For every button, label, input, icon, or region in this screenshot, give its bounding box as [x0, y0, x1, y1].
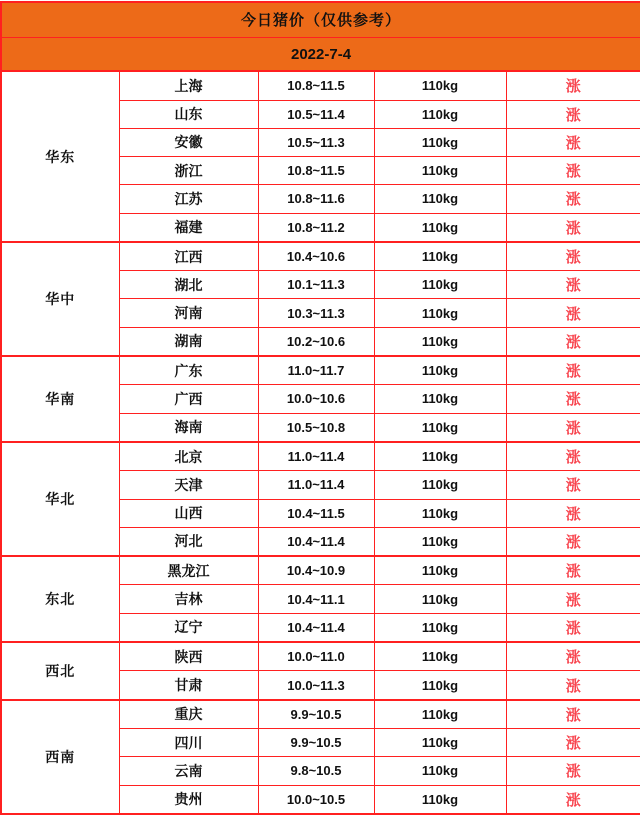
price-range-cell: 10.8~11.5	[258, 71, 374, 100]
weight-cell: 110kg	[374, 527, 506, 556]
province-cell: 吉林	[119, 585, 258, 613]
price-range-cell: 10.0~10.5	[258, 785, 374, 814]
province-cell: 江西	[119, 242, 258, 271]
price-range-cell: 10.8~11.5	[258, 157, 374, 185]
price-range-cell: 10.5~11.4	[258, 100, 374, 128]
price-range-cell: 10.4~11.1	[258, 585, 374, 613]
weight-cell: 110kg	[374, 271, 506, 299]
region-cell: 华北	[1, 442, 119, 556]
table-row	[1, 556, 640, 585]
province-cell: 山西	[119, 499, 258, 527]
region-cell: 华中	[1, 242, 119, 356]
price-trend-cell: 涨	[506, 242, 640, 271]
table-row	[1, 242, 640, 271]
weight-cell: 110kg	[374, 299, 506, 327]
price-trend-cell: 涨	[506, 585, 640, 613]
weight-cell: 110kg	[374, 471, 506, 499]
province-cell: 湖南	[119, 327, 258, 356]
weight-cell: 110kg	[374, 327, 506, 356]
weight-cell: 110kg	[374, 585, 506, 613]
price-trend-cell: 涨	[506, 471, 640, 499]
price-range-cell: 10.4~11.4	[258, 527, 374, 556]
weight-cell: 110kg	[374, 213, 506, 242]
price-range-cell: 10.4~10.6	[258, 242, 374, 271]
weight-cell: 110kg	[374, 671, 506, 700]
price-range-cell: 10.0~10.6	[258, 385, 374, 413]
province-cell: 河北	[119, 527, 258, 556]
province-cell: 北京	[119, 442, 258, 471]
price-trend-cell: 涨	[506, 213, 640, 242]
price-range-cell: 10.1~11.3	[258, 271, 374, 299]
province-cell: 安徽	[119, 128, 258, 156]
province-cell: 黑龙江	[119, 556, 258, 585]
price-range-cell: 10.5~11.3	[258, 128, 374, 156]
region-cell: 西南	[1, 700, 119, 814]
price-trend-cell: 涨	[506, 185, 640, 213]
weight-cell: 110kg	[374, 785, 506, 814]
province-cell: 陕西	[119, 642, 258, 671]
price-trend-cell: 涨	[506, 327, 640, 356]
price-range-cell: 9.8~10.5	[258, 757, 374, 785]
price-range-cell: 10.0~11.3	[258, 671, 374, 700]
weight-cell: 110kg	[374, 442, 506, 471]
price-trend-cell: 涨	[506, 556, 640, 585]
province-cell: 江苏	[119, 185, 258, 213]
region-cell: 西北	[1, 642, 119, 700]
price-trend-cell: 涨	[506, 100, 640, 128]
price-trend-cell: 涨	[506, 729, 640, 757]
province-cell: 浙江	[119, 157, 258, 185]
date-row	[1, 37, 640, 71]
table-row	[1, 71, 640, 100]
price-range-cell: 10.2~10.6	[258, 327, 374, 356]
province-cell: 广西	[119, 385, 258, 413]
price-trend-cell: 涨	[506, 700, 640, 729]
price-trend-cell: 涨	[506, 785, 640, 814]
weight-cell: 110kg	[374, 242, 506, 271]
price-trend-cell: 涨	[506, 413, 640, 442]
price-trend-cell: 涨	[506, 757, 640, 785]
province-cell: 湖北	[119, 271, 258, 299]
price-range-cell: 11.0~11.4	[258, 442, 374, 471]
page-title: 今日猪价（仅供参考）	[1, 2, 640, 37]
price-range-cell: 10.3~11.3	[258, 299, 374, 327]
price-trend-cell: 涨	[506, 499, 640, 527]
pig-price-table	[0, 1, 640, 815]
price-trend-cell: 涨	[506, 442, 640, 471]
region-cell: 华东	[1, 71, 119, 242]
region-cell: 华南	[1, 356, 119, 442]
date-label: 2022-7-4	[1, 37, 640, 71]
price-range-cell: 9.9~10.5	[258, 729, 374, 757]
price-trend-cell: 涨	[506, 671, 640, 700]
table-row	[1, 442, 640, 471]
weight-cell: 110kg	[374, 356, 506, 385]
province-cell: 天津	[119, 471, 258, 499]
table-header-rows	[1, 2, 640, 71]
province-cell: 上海	[119, 71, 258, 100]
price-range-cell: 10.5~10.8	[258, 413, 374, 442]
province-cell: 山东	[119, 100, 258, 128]
price-range-cell: 9.9~10.5	[258, 700, 374, 729]
weight-cell: 110kg	[374, 128, 506, 156]
price-range-cell: 10.4~11.5	[258, 499, 374, 527]
weight-cell: 110kg	[374, 413, 506, 442]
weight-cell: 110kg	[374, 71, 506, 100]
province-cell: 广东	[119, 356, 258, 385]
price-trend-cell: 涨	[506, 299, 640, 327]
price-trend-cell: 涨	[506, 157, 640, 185]
table-row	[1, 642, 640, 671]
province-cell: 云南	[119, 757, 258, 785]
table-row	[1, 700, 640, 729]
title-row	[1, 2, 640, 37]
province-cell: 辽宁	[119, 613, 258, 642]
weight-cell: 110kg	[374, 100, 506, 128]
weight-cell: 110kg	[374, 757, 506, 785]
price-trend-cell: 涨	[506, 128, 640, 156]
weight-cell: 110kg	[374, 613, 506, 642]
weight-cell: 110kg	[374, 185, 506, 213]
weight-cell: 110kg	[374, 499, 506, 527]
price-trend-cell: 涨	[506, 613, 640, 642]
province-cell: 重庆	[119, 700, 258, 729]
weight-cell: 110kg	[374, 642, 506, 671]
price-range-cell: 10.8~11.6	[258, 185, 374, 213]
weight-cell: 110kg	[374, 556, 506, 585]
price-range-cell: 11.0~11.4	[258, 471, 374, 499]
table-body	[1, 71, 640, 814]
price-range-cell: 10.4~10.9	[258, 556, 374, 585]
province-cell: 福建	[119, 213, 258, 242]
province-cell: 海南	[119, 413, 258, 442]
price-range-cell: 10.4~11.4	[258, 613, 374, 642]
weight-cell: 110kg	[374, 729, 506, 757]
price-trend-cell: 涨	[506, 71, 640, 100]
region-cell: 东北	[1, 556, 119, 642]
weight-cell: 110kg	[374, 385, 506, 413]
price-trend-cell: 涨	[506, 356, 640, 385]
price-trend-cell: 涨	[506, 385, 640, 413]
weight-cell: 110kg	[374, 700, 506, 729]
price-range-cell: 11.0~11.7	[258, 356, 374, 385]
province-cell: 四川	[119, 729, 258, 757]
price-trend-cell: 涨	[506, 527, 640, 556]
price-trend-cell: 涨	[506, 642, 640, 671]
price-range-cell: 10.8~11.2	[258, 213, 374, 242]
province-cell: 贵州	[119, 785, 258, 814]
price-range-cell: 10.0~11.0	[258, 642, 374, 671]
province-cell: 甘肃	[119, 671, 258, 700]
price-trend-cell: 涨	[506, 271, 640, 299]
table-row	[1, 356, 640, 385]
weight-cell: 110kg	[374, 157, 506, 185]
province-cell: 河南	[119, 299, 258, 327]
